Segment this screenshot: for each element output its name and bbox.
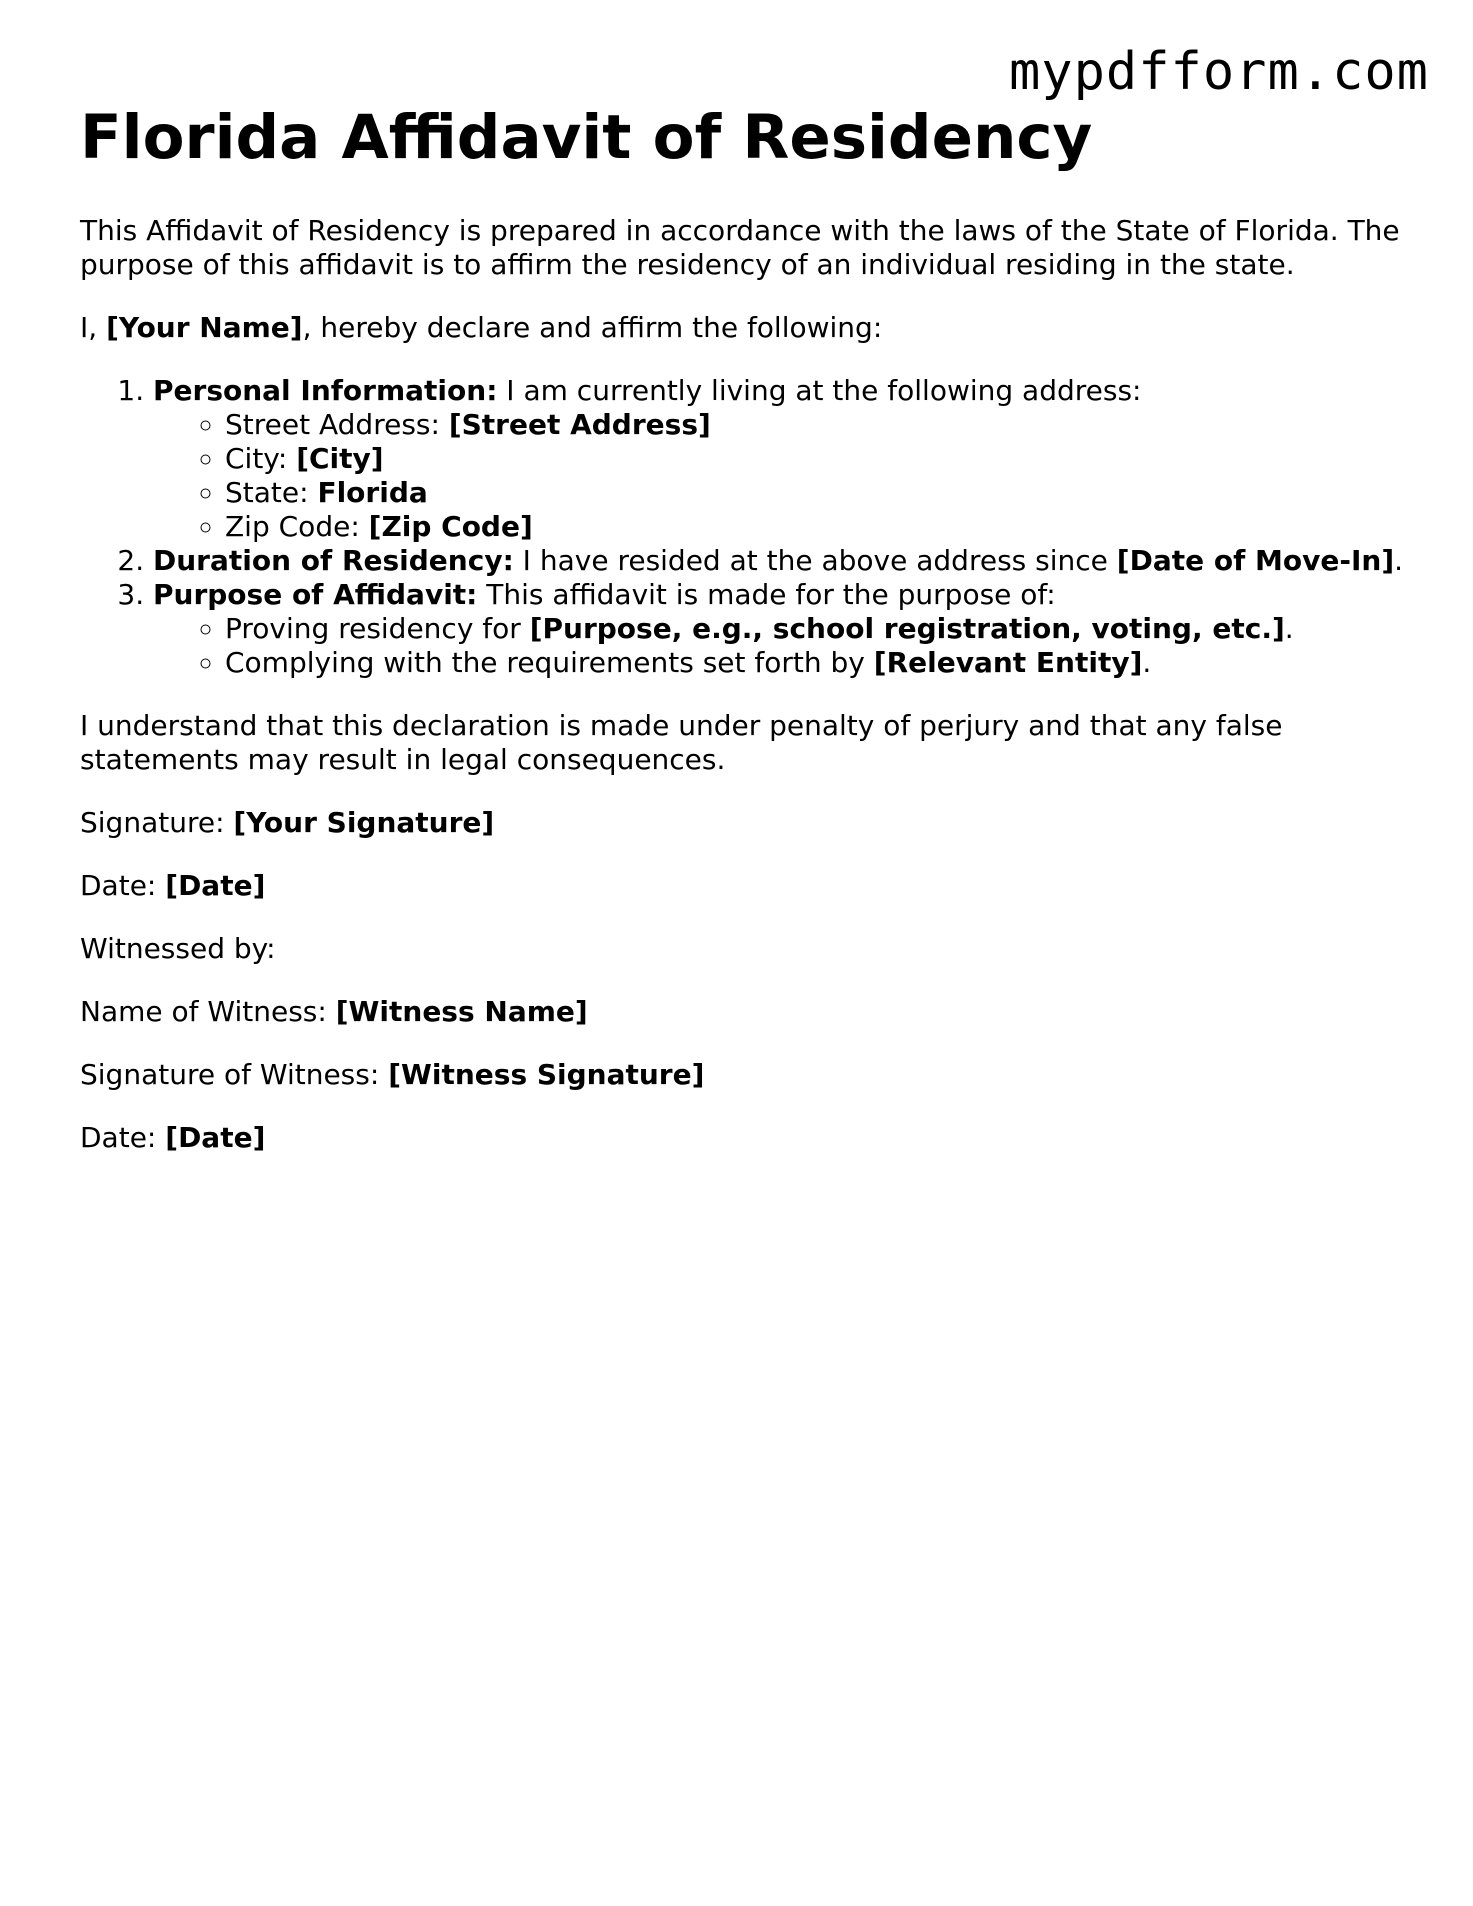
list-item-zip-code (225, 510, 1410, 544)
sub-end: . (1284, 612, 1294, 645)
witness-name-placeholder: [Witness Name] (335, 995, 588, 1028)
sub-label: City: (225, 442, 297, 475)
item-heading: Personal Information: (153, 374, 498, 407)
date-line (80, 869, 1410, 903)
sub-label: Zip Code: (225, 510, 369, 543)
witness-signature-placeholder: [Witness Signature] (388, 1058, 705, 1091)
page-title: Florida Affidavit of Residency (80, 102, 1093, 173)
watermark: mypdfform.com (1009, 42, 1429, 102)
sub-end: . (1142, 646, 1152, 679)
witnessed-by-label: Witnessed by: (80, 932, 276, 965)
perjury-statement: I understand that this declaration is made under penalty of perjury and that any false statements may result in legal consequences. (80, 709, 1283, 776)
declaration-prefix: I, (80, 311, 107, 344)
purpose-sublist (153, 612, 1410, 680)
item-text: I am currently living at the following address: (497, 374, 1142, 407)
field-label: Name of Witness: (80, 995, 336, 1028)
witness-name-line (80, 995, 1410, 1029)
state-value: Florida (317, 476, 428, 509)
street-address-placeholder: [Street Address] (448, 408, 711, 441)
item-text: This affidavit is made for the purpose of: (477, 578, 1056, 611)
witness-date-line (80, 1121, 1410, 1155)
relevant-entity-placeholder: [Relevant Entity] (873, 646, 1143, 679)
document-body (80, 102, 1410, 1184)
field-label: Signature of Witness: (80, 1058, 389, 1091)
list-item-purpose-of-affidavit (153, 578, 1410, 680)
field-label: Date: (80, 869, 166, 902)
signature-placeholder: [Your Signature] (233, 806, 495, 839)
list-item-state (225, 476, 1410, 510)
item-heading: Duration of Residency: (153, 544, 514, 577)
sub-label: Proving residency for (225, 612, 530, 645)
list-item-personal-information (153, 374, 1410, 544)
sub-label: Street Address: (225, 408, 449, 441)
affirmation-list (80, 374, 1410, 680)
date-placeholder: [Date] (165, 1121, 266, 1154)
field-label: Date: (80, 1121, 166, 1154)
item-end: . (1394, 544, 1404, 577)
intro-paragraph: This Affidavit of Residency is prepared in accordance with the laws of the State of Florida. The purpose of this affidavit is to affirm the residency of an individual residing in the state. (80, 214, 1400, 281)
date-placeholder: [Date] (165, 869, 266, 902)
your-name-placeholder: [Your Name] (106, 311, 303, 344)
declaration-line (80, 311, 1410, 345)
move-in-date-placeholder: [Date of Move-In] (1116, 544, 1395, 577)
address-sublist (153, 408, 1410, 544)
signature-line (80, 806, 1410, 840)
list-item-street-address (225, 408, 1410, 442)
declaration-suffix: , hereby declare and affirm the following: (302, 311, 883, 344)
list-item-proving-residency (225, 612, 1410, 646)
sub-label: State: (225, 476, 318, 509)
sub-label: Complying with the requirements set forth by (225, 646, 874, 679)
item-text: I have resided at the above address since (513, 544, 1117, 577)
item-heading: Purpose of Affidavit: (153, 578, 478, 611)
list-item-duration-of-residency (153, 544, 1410, 578)
field-label: Signature: (80, 806, 234, 839)
zip-code-placeholder: [Zip Code] (368, 510, 533, 543)
city-placeholder: [City] (296, 442, 384, 475)
list-item-city (225, 442, 1410, 476)
list-item-complying (225, 646, 1410, 680)
purpose-placeholder: [Purpose, e.g., school registration, voting, etc.] (529, 612, 1285, 645)
witness-signature-line (80, 1058, 1410, 1092)
